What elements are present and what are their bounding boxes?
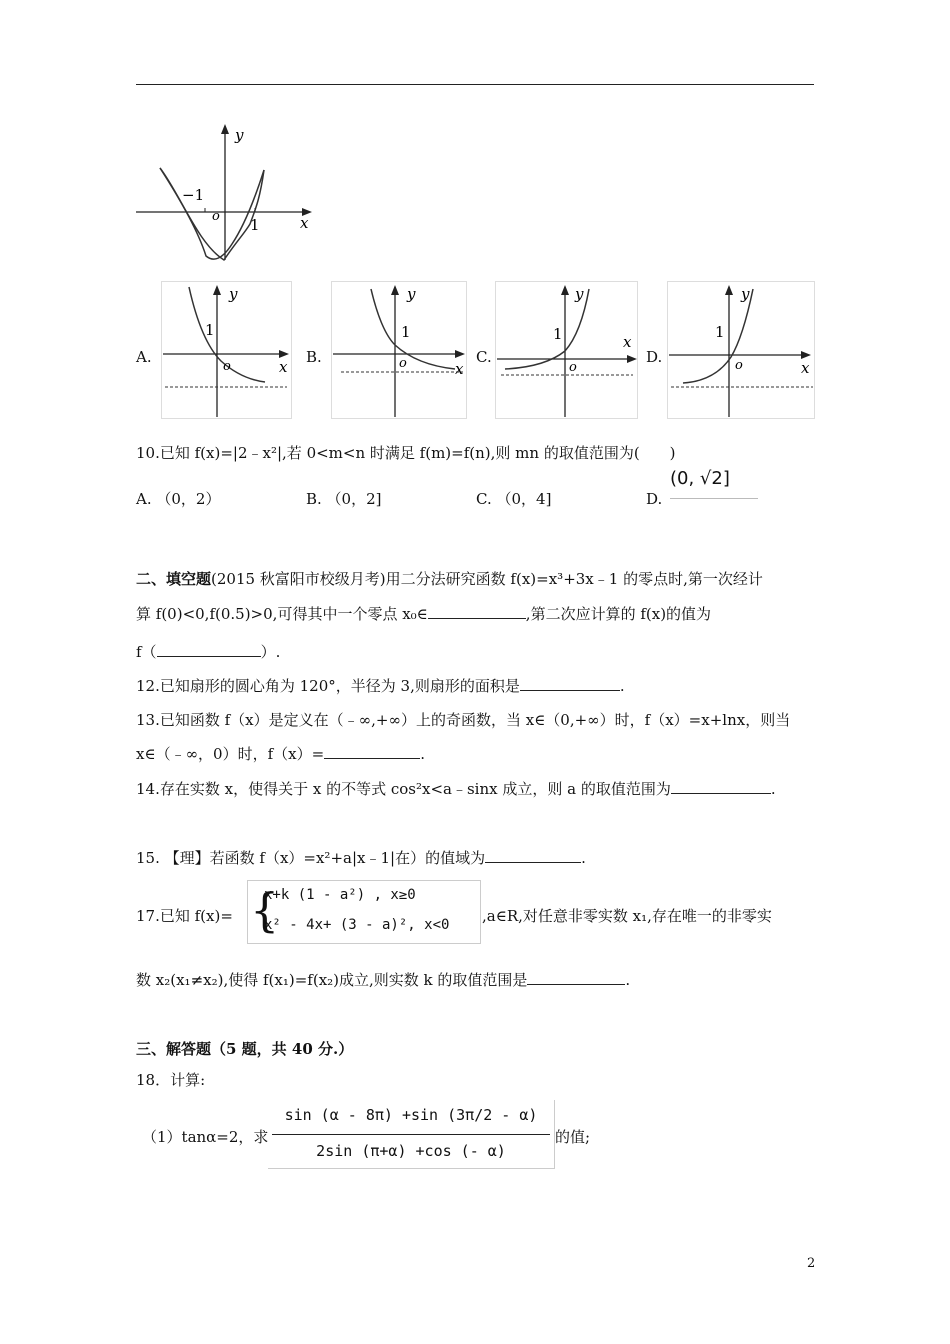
q14-blank[interactable] xyxy=(671,779,771,794)
option-c-x-label: x xyxy=(623,333,632,351)
option-a-graph xyxy=(161,281,292,419)
option-b-y-label: y xyxy=(407,285,416,303)
option-c-graph xyxy=(495,281,638,419)
option-a-letter: A. xyxy=(136,348,152,366)
q18-1-fraction xyxy=(268,1100,555,1169)
q13-text: x∈（﹣∞，0）时，f（x）= xyxy=(136,745,325,763)
option-d-x-label: x xyxy=(801,359,810,377)
option-b-one: 1 xyxy=(401,323,411,341)
q10-option-b: B. （0，2] xyxy=(306,490,382,508)
section3-title: 三、解答题（5 题，共 40 分.） xyxy=(136,1040,354,1058)
q15-text: 15. 【理】若函数 f（x）=x²+a|x﹣1|在）的值域为 xyxy=(136,849,486,867)
q9-minus-one: −1 xyxy=(182,186,205,204)
page-number: 2 xyxy=(807,1256,816,1271)
q17-suffix: ,a∈R,对任意非零实数 x₁,存在唯一的非零实 xyxy=(482,907,772,925)
q18-1-suffix: 的值; xyxy=(555,1128,591,1146)
q11-blank-2[interactable] xyxy=(157,642,261,657)
q18-1-fraction-bar xyxy=(272,1134,550,1135)
option-b-letter: B. xyxy=(306,348,322,366)
option-b-x-label: x xyxy=(455,360,464,378)
q17-end: . xyxy=(625,971,631,989)
q14 xyxy=(136,779,776,799)
q17-piece-2: x² - 4x+ (3 - a)², x<0 xyxy=(264,917,450,933)
header-rule xyxy=(136,84,814,85)
q17-line2 xyxy=(136,970,630,990)
q14-end: . xyxy=(770,780,776,798)
q9-function-graph xyxy=(136,124,314,262)
q14-text: 14.存在实数 x，使得关于 x 的不等式 cos²x<a﹣sinx 成立，则 a 的取值范围为 xyxy=(136,780,671,798)
q11-text-3a: f（ xyxy=(136,643,157,661)
q11-line3 xyxy=(136,642,280,662)
q18-1-denominator: 2sin (π+α) +cos (- α) xyxy=(316,1142,506,1160)
q17-text-2: 数 x₂(x₁≠x₂),使得 f(x₁)=f(x₂)成立,则实数 k 的取值范围是 xyxy=(136,971,528,989)
q17-piece-1: x+k (1 - a²) , x≥0 xyxy=(264,887,416,903)
q13-end: . xyxy=(420,745,425,763)
q11-line1 xyxy=(136,569,763,589)
q11-blank-1[interactable] xyxy=(428,604,526,619)
option-a-x-label: x xyxy=(279,358,288,376)
option-c-letter: C. xyxy=(476,348,492,366)
q13-line2 xyxy=(136,744,425,764)
q17-blank[interactable] xyxy=(527,970,625,985)
option-a-origin: o xyxy=(223,359,231,374)
option-d-origin: o xyxy=(735,358,743,373)
q12-end: . xyxy=(619,677,625,695)
q10-option-d-formula: (0, √2] xyxy=(670,468,758,499)
q9-y-label: y xyxy=(235,126,244,144)
q11-text-1: (2015 秋富阳市校级月考)用二分法研究函数 f(x)=x³+3x﹣1 的零点时,第一次经计 xyxy=(211,570,763,588)
option-c-origin: o xyxy=(569,360,577,375)
q10-option-d: D. xyxy=(646,490,663,508)
q15 xyxy=(136,848,586,868)
q17-piecewise-formula xyxy=(247,880,481,944)
q11-text-2b: ,第二次应计算的 f(x)的值为 xyxy=(525,605,712,623)
q12-blank[interactable] xyxy=(520,676,620,691)
option-a-y-label: y xyxy=(229,285,238,303)
q9-one: 1 xyxy=(250,216,260,234)
section2-title: 二、填空题 xyxy=(136,570,212,588)
q11-text-3b: ）. xyxy=(260,643,281,661)
q10-option-c: C. （0，4] xyxy=(476,490,552,508)
q12-text: 12.已知扇形的圆心角为 120°，半径为 3,则扇形的面积是 xyxy=(136,677,520,695)
q9-origin: o xyxy=(212,209,220,224)
option-d-letter: D. xyxy=(646,348,663,366)
q9-x-label: x xyxy=(300,214,309,232)
q17-prefix: 17.已知 f(x)= xyxy=(136,907,233,925)
option-c-y-label: y xyxy=(575,285,584,303)
q18-1-prefix: （1）tanα=2，求 xyxy=(142,1128,269,1146)
q12 xyxy=(136,676,625,696)
q15-end: . xyxy=(581,849,586,867)
q15-blank[interactable] xyxy=(485,848,581,863)
q17-brace: { xyxy=(250,883,280,937)
q11-text-2a: 算 f(0)<0,f(0.5)>0,可得其中一个零点 x₀∈ xyxy=(136,605,428,623)
q18-title: 18．计算: xyxy=(136,1071,206,1089)
q13-line1: 13.已知函数 f（x）是定义在（﹣∞,+∞）上的奇函数，当 x∈（0,+∞）时，f（x）=x+lnx，则当 xyxy=(136,711,791,729)
option-c-one: 1 xyxy=(553,325,563,343)
q10-option-a: A. （0，2） xyxy=(136,490,221,508)
option-b-origin: o xyxy=(399,356,407,371)
option-d-one: 1 xyxy=(715,323,725,341)
option-b-graph xyxy=(331,281,467,419)
q11-line2 xyxy=(136,604,711,624)
option-d-y-label: y xyxy=(741,285,750,303)
option-a-one: 1 xyxy=(205,321,215,339)
option-d-graph xyxy=(667,281,815,419)
q13-blank[interactable] xyxy=(324,744,420,759)
q10-stem: 10.已知 f(x)=|2﹣x²|,若 0<m<n 时满足 f(m)=f(n),则 mn 的取值范围为( ) xyxy=(136,444,676,462)
q18-1-numerator: sin (α - 8π) +sin (3π/2 - α) xyxy=(284,1106,538,1124)
